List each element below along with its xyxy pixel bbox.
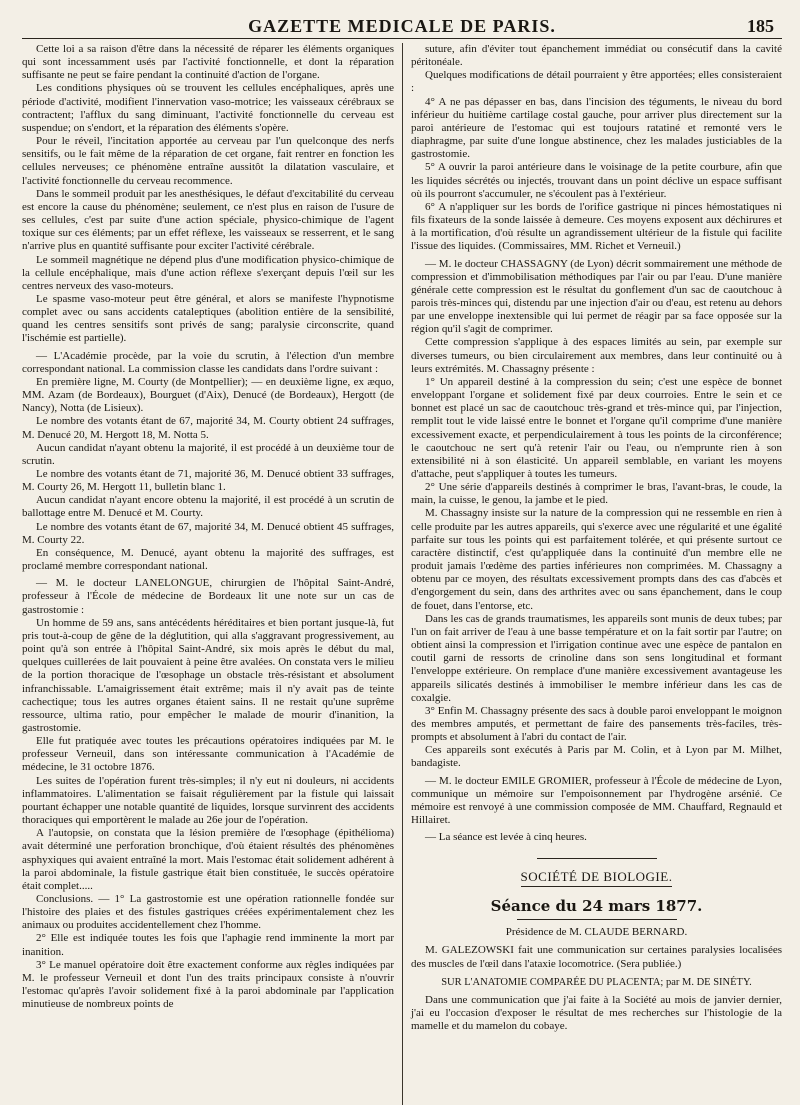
article-paragraph: 6° A n'appliquer sur les bords de l'orifice gastrique ni pinces hémostatiques ni fils fixateurs de la sonde laissée à demeure. Ces moyens exposent aux déchirures et à la mortification, d'où résulte un agrandissement ultérieur de la fistule qui facilite l'issue des liquides. (Commissaires, MM. Richet et Verneuil.) bbox=[411, 200, 782, 253]
article-paragraph: Dans les cas de grands traumatismes, les appareils sont munis de deux tubes; par l'un on fait arriver de l'eau à une basse température et on la fait sortir par l'autre; on obtient ainsi la compression et l'irrigation continue avec une espèce de pantalon en coutil garni de ressorts de crinoline dans son sens longitudinal et formant l'enveloppe extérieure. On remplace d'une manière excessivement avantageuse les appareils silicatés destinés à immobiliser le membre inférieur dans les cas de coxalgie. bbox=[411, 612, 782, 704]
article-paragraph: 3° Enfin M. Chassagny présente des sacs à double paroi enveloppant le moignon des membres amputés, et permettant de faire des pansements très-faciles, très-prompts et absolument à l'abri du contact de l'air. bbox=[411, 704, 782, 744]
article-paragraph: — M. le docteur CHASSAGNY (de Lyon) décrit sommairement une méthode de compression et d'immobilisation méthodiques par l'air ou par l'eau. D'une manière générale cette compression est le résultat du gonflement d'un sac de caoutchouc à parois très-minces qui, distendu par une injection d'air ou d'eau, est retenu au dehors par une enveloppe inextensible qui lui permet de réagir par sa face opposée sur la région qu'il s'agit de comprimer. bbox=[411, 257, 782, 336]
seance-underline bbox=[517, 919, 677, 920]
section-divider bbox=[537, 858, 657, 859]
article-paragraph: Le nombre des votants étant de 67, majorité 34, M. Denucé obtient 45 suffrages, M. Courty 22. bbox=[22, 520, 394, 546]
article-paragraph: — La séance est levée à cinq heures. bbox=[425, 831, 587, 844]
article-paragraph: Elle fut pratiquée avec toutes les précautions opératoires indiquées par M. le professeur Verneuil, dans son intéressante communication à l'Académie de médecine, le 31 octobre 1876. bbox=[22, 735, 394, 774]
article-paragraph: 1° Un appareil destiné à la compression du sein; c'est une espèce de bonnet enveloppant l'organe et solidement fixé par deux courroies. Entre le sein et ce bonnet est placé un sac de caoutchouc très-grand et très-mince qui, par l'injection, remplit tout le vide laissé entre le bonnet et l'organe qu'il comprime d'une manière excessivement exacte, et perpendiculairement à tous les points de la circonférence; le caoutchouc ne sert qu'à retenir l'air ou l'eau, ou n'emprunte rien à son extensibilité ni à son élasticité. Un appareil semblable, en variant les moyens d'attache, peut s'appliquer à toutes les tumeurs. bbox=[411, 375, 782, 480]
article-paragraph: — M. le docteur LANELONGUE, chirurgien de l'hôpital Saint-André, professeur à l'École de médecine de Bordeaux lit une note sur un cas de gastrostomie : bbox=[22, 577, 394, 616]
article-paragraph: Le spasme vaso-moteur peut être général, et alors se manifeste l'hypnotisme complet avec ou sans accidents cataleptiques (abolition entière de la sensibilité, quand les centres sensitifs sont privés de sang; paralysie circonscrite, quand l'ischémie est partielle). bbox=[22, 292, 394, 345]
seance-title: Séance du 24 mars 1877. bbox=[490, 897, 703, 916]
article-paragraph: Le nombre des votants étant de 71, majorité 36, M. Denucé obtient 33 suffrages, M. Courty 26, M. Hergott 11, bulletin blanc 1. bbox=[22, 468, 394, 494]
placenta-subtitle: SUR L'ANATOMIE COMPARÉE DU PLACENTA; par M. DE SINÉTY. bbox=[441, 976, 752, 988]
section-heading: SOCIÉTÉ DE BIOLOGIE. bbox=[521, 869, 673, 887]
article-paragraph: Pour le réveil, l'incitation apportée au cerveau par l'un quelconque des nerfs sensitifs, ou le fait même de la réparation de cet organe, fait rentrer en fonction les cellules nerveuses; ce phénomène entraîne aussitôt la dilatation vasculaire, et l'activité fonctionnelle du cerveau recommence. bbox=[22, 135, 394, 187]
article-paragraph: Cette compression s'applique à des espaces limités au sein, par exemple sur diverses tumeurs, ou bien circulairement aux membres, dans leur continuité ou à leurs extrémités. M. Chassagny présente : bbox=[411, 336, 782, 375]
presidence-line: Présidence de M. CLAUDE BERNARD. bbox=[505, 926, 688, 939]
page-header bbox=[22, 10, 782, 39]
article-paragraph: Le nombre des votants étant de 67, majorité 34, M. Courty obtient 24 suffrages, M. Denucé 20, M. Hergott 18, M. Notta 5. bbox=[22, 415, 394, 441]
article-paragraph: Aucun candidat n'ayant encore obtenu la majorité, il est procédé à un scrutin de ballottage entre M. Denucé et M. Courty. bbox=[22, 494, 394, 520]
article-paragraph: — M. le docteur EMILE GROMIER, professeur à l'École de médecine de Lyon, communique un mémoire sur l'empoisonnement par l'hydrogène arsénié. Ce mémoire est renvoyé à une commission composée de MM. Chauffard, Regnauld et Hillairet. bbox=[411, 774, 782, 827]
article-paragraph: 2° Une série d'appareils destinés à comprimer le bras, l'avant-bras, le coude, la main, la cuisse, le genou, la jambe et le pied. bbox=[411, 481, 782, 507]
article-paragraph: Les conditions physiques où se trouvent les cellules encéphaliques, après une période d'activité, modifient l'innervation vaso-motrice; les vaisseaux cérébraux se contractent; l'afflux du sang diminuant, l'activité fonctionnelle du cerveau est suspendue; on s'endort, et la réparation des éléments s'opère. bbox=[22, 82, 394, 134]
article-paragraph: En conséquence, M. Denucé, ayant obtenu la majorité des suffrages, est proclamé membre correspondant national. bbox=[22, 546, 394, 573]
left-column bbox=[22, 43, 402, 1105]
two-column-body bbox=[22, 43, 782, 1105]
article-paragraph: Quelques modifications de détail pourraient y être apportées; elles consisteraient : bbox=[411, 69, 782, 95]
article-paragraph: Les suites de l'opération furent très-simples; il n'y eut ni douleurs, ni accidents inflammatoires. L'alimentation se faisait régulièrement par la fistule qui laissait pourtant échapper une notable quantité de liquides, lorsque survinrent des accidents thoraciques qui emportèrent le malade au 26e jour de l'opération. bbox=[22, 774, 394, 827]
article-paragraph: En première ligne, M. Courty (de Montpellier); — en deuxième ligne, ex æquo, MM. Azam (de Bordeaux), Bourguet (d'Aix), Denucé (de Bordeaux), Hergott (de Nancy), Notta (de Lisieux). bbox=[22, 375, 394, 415]
article-paragraph: Ces appareils sont exécutés à Paris par M. Colin, et à Lyon par M. Milhet, bandagiste. bbox=[411, 744, 782, 770]
article-paragraph: Dans le sommeil produit par les anesthésiques, le défaut d'excitabilité du cerveau est encore la cause du phénomène; seulement, ce n'est plus en raison de l'usure de ses cellules, c'est par suite d'une action spéciale, physico-chimique de l'agent toxique sur ces éléments; par un effet réflexe, les vaisseaux se resserrent, et le sang n'arrive plus en quantité suffisante pour exciter l'activité cérébrale. bbox=[22, 187, 394, 253]
right-column bbox=[402, 43, 782, 1105]
article-paragraph: Cette loi a sa raison d'être dans la nécessité de réparer les éléments organiques qui sont incessamment usés par l'activité fonctionnelle, et dont la réparation suffisante ne peut se faire pendant la continuité d'action de l'organe. bbox=[22, 43, 394, 82]
article-paragraph: — L'Académie procède, par la voie du scrutin, à l'élection d'un membre correspondant national. La commission classe les candidats dans l'ordre suivant : bbox=[22, 349, 394, 375]
page-number: 185 bbox=[747, 16, 774, 36]
article-paragraph: 4° A ne pas dépasser en bas, dans l'incision des téguments, le niveau du bord inférieur du huitième cartilage costal gauche, pour arriver plus directement sur la paroi antérieure de l'estomac qui est toujours ratatiné et remonté vers le diaphragme, par suite d'une longue abstinence, chez les malades justiciables de la gastrostomie. bbox=[411, 95, 782, 161]
journal-title: GAZETTE MEDICALE DE PARIS. bbox=[248, 16, 556, 36]
article-paragraph: Un homme de 59 ans, sans antécédents héréditaires et bien portant jusque-là, fut pris tout-à-coup de gêne de la déglutition, qui alla s'aggravant progressivement, au point qu'à son entrée à l'hôpital Saint-André, six mois après le début du mal, quelques cuillerées de lait pouvaient à peine être avalées. On constata vers le milieu de la portion thoracique de l'œsophage un obstacle très-résistant et absolument infranchissable. L'amaigrissement était extrême; mais il n'y avait pas de teinte cachectique; tous les autres organes étaient sains. Il ne restait qu'une suprême ressource, ultima ratio, pour empêcher le malade de mourir d'inanition, la gastrostomie. bbox=[22, 616, 394, 734]
article-paragraph: suture, afin d'éviter tout épanchement immédiat ou consécutif dans la cavité péritonéale. bbox=[411, 43, 782, 69]
article-paragraph: A l'autopsie, on constata que la lésion première de l'œsophage (épithélioma) avait déterminé une perforation bronchique, d'où étaient résultés des phénomènes asphyxiques qui avaient entraîné la mort. Mais l'estomac était solidement adhérent à la paroi abdominale, la fistule gastrique était bien constituée, le succès opératoire était complet..... bbox=[22, 827, 394, 892]
article-paragraph: 2° Elle est indiquée toutes les fois que l'aphagie rend imminente la mort par inanition. bbox=[22, 932, 394, 958]
article-paragraph: 5° A ouvrir la paroi antérieure dans le voisinage de la petite courbure, afin que les liquides sécrétés ou injectés, trouvant dans un point déclive un espace suffisant où ils pourront s'accumuler, ne s'écoulent pas à l'extérieur. bbox=[411, 161, 782, 200]
placenta-intro-paragraph: Dans une communication que j'ai faite à la Société au mois de janvier dernier, j'ai eu l'occasion d'exposer le résultat de mes recherches sur l'histologie de la mamelle et du mamelon du cobaye. bbox=[411, 993, 782, 1032]
article-paragraph: Aucun candidat n'ayant obtenu la majorité, il est procédé à un deuxième tour de scrutin. bbox=[22, 441, 394, 467]
article-paragraph: Le sommeil magnétique ne dépend plus d'une modification physico-chimique de la cellule encéphalique, mais d'une action réflexe s'exerçant depuis l'œil sur les centres nerveux des vaso-moteurs. bbox=[22, 253, 394, 292]
galezowski-paragraph: M. GALEZOWSKI fait une communication sur certaines paralysies localisées des muscles de l'œil dans l'ataxie locomotrice. (Sera publiée.) bbox=[411, 944, 782, 970]
article-paragraph: 3° Le manuel opératoire doit être exactement conforme aux règles indiquées par M. le professeur Verneuil et dont l'un des traits principaux consiste à n'ouvrir l'estomac qu'après l'avoir solidement fixé à la paroi abdominale par l'application minutieuse de nombreux points de bbox=[22, 958, 394, 1011]
article-paragraph: M. Chassagny insiste sur la nature de la compression qui ne ressemble en rien à celle produite par les autres appareils, qui s'exerce avec une régularité et une égalité parfaite sur tous les points qui est parfaitement tolérée, et qui présente surtout ce caractère distinctif, c'est qu'appliquée dans la continuité d'un membre elle ne produit jamais l'œdème des parties inférieures non comprimées. M. Chassagny a obtenu par ce moyen, des résultats excessivement prompts dans des cas d'abcès et d'engorgement du sein, dans des arthrites avec ou sans épanchement, dans le coup de fouet, dans l'entorse, etc. bbox=[411, 507, 782, 612]
right-column-articles bbox=[411, 43, 782, 844]
article-paragraph: Conclusions. — 1° La gastrostomie est une opération rationnelle fondée sur l'histoire des plaies et des fistules gastriques créées expérimentalement chez les animaux ou produites accidentellement chez l'homme. bbox=[22, 893, 394, 932]
